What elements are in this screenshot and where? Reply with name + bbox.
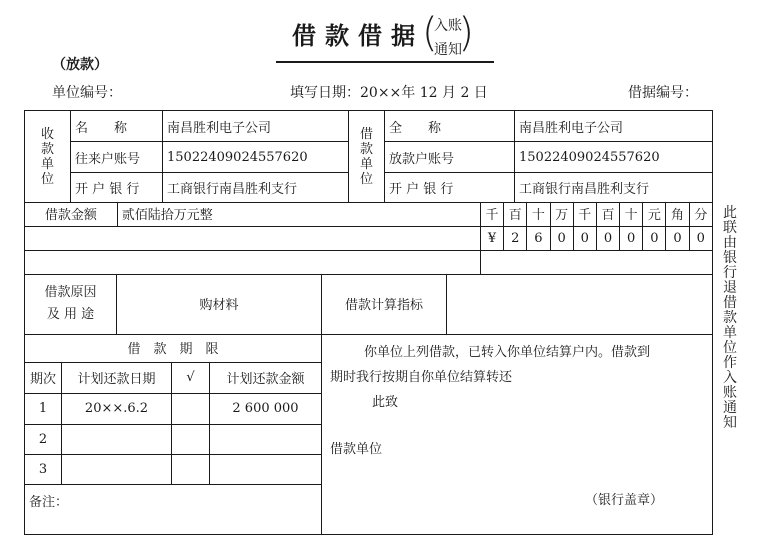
digit-value: ¥: [480, 226, 503, 250]
unit-no-label: 单位编号：: [52, 85, 122, 101]
amount-text: 贰佰陆拾万元整: [117, 202, 480, 226]
digit-value: 6: [527, 226, 550, 250]
side-note: 此联由银行退借款单位作入账通知: [723, 205, 737, 431]
terms-table: [24, 334, 713, 535]
term-amount: [210, 424, 322, 454]
term-col-check: √: [172, 362, 210, 393]
digit-value: 0: [573, 226, 596, 250]
digit-value: 0: [689, 226, 712, 250]
amount-blank: [25, 226, 481, 250]
term-amount: 2 600 000: [210, 393, 322, 424]
remark-label: 备注：: [25, 484, 322, 534]
fill-date: 填写日期：20××年 12 月 2 日: [290, 85, 488, 101]
term-no: 3: [25, 454, 62, 484]
notice-unit: 借款单位: [330, 442, 383, 457]
amount-label: 借款金额: [25, 202, 118, 226]
document-title: 借款借据: [292, 22, 424, 50]
receiver-account-label: 往来户账号: [71, 142, 163, 173]
receiver-bank: 工商银行南昌胜利支行: [163, 173, 349, 203]
borrower-bank-label: 开 户 银 行: [385, 173, 515, 203]
borrower-name-label: 全 称: [385, 111, 515, 142]
term-amount: [210, 454, 322, 484]
reason-value: 购材料: [117, 274, 322, 334]
digit-header: 角: [666, 202, 689, 226]
title-underline: [276, 61, 494, 63]
receiver-account: 15022409024557620: [163, 142, 349, 173]
term-check: [172, 454, 210, 484]
indicator-label: 借款计算指标: [322, 274, 447, 334]
left-paren-glyph: (: [422, 10, 438, 56]
notice-area: [322, 334, 713, 534]
title-note-line2: 通知: [434, 42, 462, 58]
term-col-amount: 计划还款金额: [210, 362, 322, 393]
term-col-date: 计划还款日期: [62, 362, 172, 393]
digit-header: 百: [596, 202, 619, 226]
term-label: 借 款 期 限: [25, 334, 322, 362]
receiver-name: 南昌胜利电子公司: [163, 111, 349, 142]
bank-seal: （银行盖章）: [585, 493, 664, 508]
right-paren-glyph: ): [458, 10, 474, 56]
digit-value: 0: [643, 226, 666, 250]
digit-value: 0: [550, 226, 573, 250]
borrower-account: 15022409024557620: [515, 142, 713, 173]
term-date: 20××.6.2: [62, 393, 172, 424]
digit-header: 十: [620, 202, 643, 226]
reason-table: [24, 274, 713, 335]
digit-header: 元: [643, 202, 666, 226]
digit-header: 十: [527, 202, 550, 226]
digits-blank: [480, 250, 712, 274]
loan-tag: （放款）: [52, 57, 108, 73]
amount-table: [24, 202, 713, 275]
term-date: [62, 424, 172, 454]
borrower-account-label: 放款户账号: [385, 142, 515, 173]
receiver-side-label: 收款单位: [25, 111, 71, 203]
parties-table: [24, 110, 713, 203]
receiver-bank-label: 开 户 银 行: [71, 173, 163, 203]
notice-line2: 期时我行按期自你单位结算转还: [330, 370, 513, 385]
reason-label-line1: 借款原因: [44, 284, 97, 300]
digit-header: 千: [573, 202, 596, 226]
digit-value: 2: [504, 226, 527, 250]
receiver-name-label: 名 称: [71, 111, 163, 142]
borrower-bank: 工商银行南昌胜利支行: [515, 173, 713, 203]
borrower-name: 南昌胜利电子公司: [515, 111, 713, 142]
digit-value: 0: [666, 226, 689, 250]
notice-line1: 你单位上列借款，已转入你单位结算户内。借款到: [364, 345, 651, 360]
term-date: [62, 454, 172, 484]
digit-header: 百: [504, 202, 527, 226]
term-check: [172, 424, 210, 454]
term-col-no: 期次: [25, 362, 62, 393]
term-check: [172, 393, 210, 424]
term-no: 1: [25, 393, 62, 424]
notice-regards: 此致: [372, 395, 399, 410]
digit-header: 千: [480, 202, 503, 226]
doc-no-label: 借据编号：: [628, 85, 698, 101]
digit-header: 分: [689, 202, 712, 226]
term-no: 2: [25, 424, 62, 454]
reason-label-line2: 及 用 途: [46, 306, 95, 322]
title-note: [422, 12, 474, 58]
borrower-side-label: 借款单位: [349, 111, 385, 203]
title-note-line1: 入账: [434, 18, 462, 34]
indicator-value: [447, 274, 713, 334]
digit-value: 0: [596, 226, 619, 250]
digit-value: 0: [620, 226, 643, 250]
amount-blank-2: [25, 250, 481, 274]
digit-header: 万: [550, 202, 573, 226]
reason-label: [25, 274, 117, 334]
